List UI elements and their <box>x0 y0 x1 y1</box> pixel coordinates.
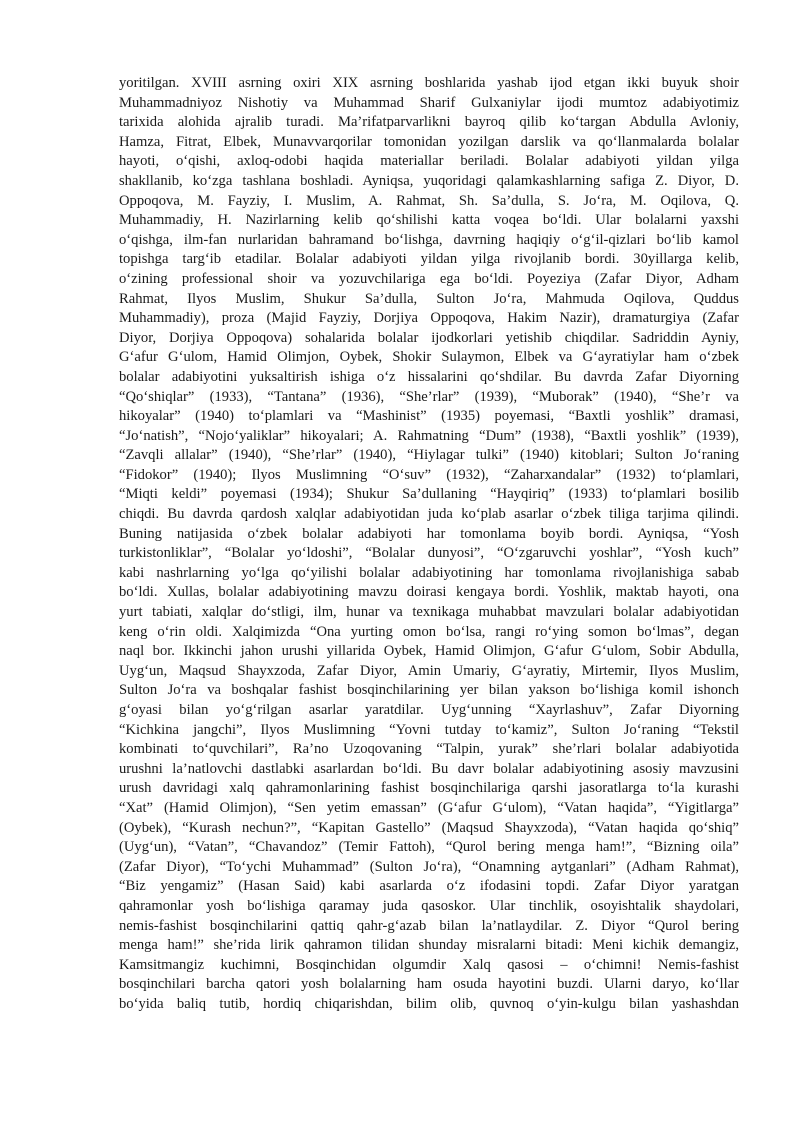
text-line: Diyor, Dorjiya Oppoqova) sohalarida bolalar ijodkorlari yetishib chiqdilar. Sadriddin Ayniy, <box>119 329 739 346</box>
text-line: Hamza, Fitrat, Elbek, Munavvarqorilar tomonidan yozilgan darslik va qo‘llanmalarda bolalar <box>119 133 739 150</box>
text-line: shakllanib, ko‘zga tashlana boshladi. Ayniqsa, yuqoridagi qalamkashlarning safiga Z. Diyor, D. <box>119 172 739 189</box>
text-line: “Xat” (Hamid Olimjon), “Sen yetim emassan” (G‘afur G‘ulom), “Vatan haqida”, “Yigitlarga” <box>119 799 739 816</box>
text-line: yurt tabiati, xalqlar do‘stligi, ilm, hunar va texnikaga muhabbat mavzulari bolalar adabiyotidan <box>119 604 739 621</box>
text-line: o‘qishga, ilm-fan nurlaridan bahramand bo‘lishga, davrning haqiqiy o‘g‘il-qizlari bo‘lib kamol <box>119 231 739 248</box>
text-line: (Oybek), “Kurash nechun?”, “Kapitan Gastello” (Maqsud Shayxzoda), “Vatan haqida qo‘shiq” <box>119 819 739 836</box>
text-line: kabi nashrlarning yo‘lga qo‘yilishi bolalar adabiyotining har tomonlama rivojlanishiga sabab <box>119 564 739 581</box>
text-line: “Kichkina jangchi”, Ilyos Muslimning “Yovni tutday to‘kamiz”, Sulton Jo‘raning “Tekstil <box>119 721 739 738</box>
text-line: keng o‘rin oldi. Xalqimizda “Ona yurting omon bo‘lsa, rangi ro‘ying somon bo‘lmas”, degan <box>119 623 739 640</box>
text-line: “Zavqli allalar” (1940), “She’rlar” (1940), “Hiylagar tulki” (1940) kitoblari; Sulton Jo‘raning <box>119 447 739 464</box>
text-line: Rahmat, Ilyos Muslim, Shukur Sa’dulla, Sulton Jo‘ra, Mahmuda Oqilova, Quddus <box>119 290 739 307</box>
text-line: Muhammadiy), proza (Majid Fayziy, Dorjiya Oppoqova, Hakim Nazir), dramaturgiya (Zafar <box>119 310 739 327</box>
text-line: Oppoqova, M. Fayziy, I. Muslim, A. Rahmat, Sh. Sa’dulla, S. Jo‘ra, M. Oqilova, Q. <box>119 192 739 209</box>
text-line: Muhammadiy, H. Nazirlarning kelib qo‘shilishi katta voqea bo‘ldi. Ular bolalarni yaxshi <box>119 212 739 229</box>
text-line: topishga targ‘ib etadilar. Bolalar adabiyoti yildan yilga rivojlanib bordi. 30yillarga kelib, <box>119 251 739 268</box>
text-line: o‘zining professional shoir va yozuvchilariga ega bo‘ldi. Poyeziya (Zafar Diyor, Adham <box>119 270 739 287</box>
text-line: hayoti, o‘qishi, axloq-odobi haqida materiallar beriladi. Bolalar adabiyoti yildan yilga <box>119 153 739 170</box>
text-line: Sulton Jo‘ra va boshqalar fashist bosqinchilarining yer bilan yakson bo‘lishiga komil ishonch <box>119 682 739 699</box>
text-line: Muhammadniyoz Nishotiy va Muhammad Sharif Gulxaniylar ijodi mumtoz adabiyotimiz <box>119 94 739 111</box>
text-line: g‘oyasi bilan yo‘g‘rilgan asarlar yaratdilar. Uyg‘unning “Xayrlashuv”, Zafar Diyorning <box>119 702 739 718</box>
text-line: G‘afur G‘ulom, Hamid Olimjon, Oybek, Shokir Sulaymon, Elbek va G‘ayratiylar ham o‘zbek <box>119 349 739 366</box>
text-line: hikoyalar” (1940) to‘plamlari va “Mashinist” (1935) poyemasi, “Baxtli yoshlik” dramasi, <box>119 408 739 425</box>
text-line: “Biz yengamiz” (Hasan Said) kabi asarlarda o‘z ifodasini topdi. Zafar Diyor yaratgan <box>119 878 739 895</box>
text-line: bo‘ldi. Xullas, bolalar adabiyotining mavzu doirasi kengaya bordi. Yoshlik, maktab hayoti, ona <box>119 584 739 601</box>
text-line: “Miqti keldi” poyemasi (1934); Shukur Sa’dullaning “Hayqiriq” (1933) to‘plamlari bosilib <box>119 486 739 503</box>
text-line: “Jo‘natish”, “Nojo‘yaliklar” hikoyalari; A. Rahmatning “Dum” (1938), “Baxtli yoshlik” (1939), <box>119 427 739 444</box>
text-line: Uyg‘un, Maqsud Shayxzoda, Zafar Diyor, Amin Umariy, G‘ayratiy, Mirtemir, Ilyos Muslim, <box>119 662 739 679</box>
text-line: bo‘yida baliq tutib, hordiq chiqarishdan, bilim olib, quvnoq o‘yin-kulgu bilan yashashdan <box>119 995 739 1012</box>
text-line: “Qo‘shiqlar” (1933), “Tantana” (1936), “She’rlar” (1939), “Muborak” (1940), “She’r va <box>119 388 739 405</box>
text-line: bosqinchilari barcha qatori yosh bolalarning ham osuda hayotini buzdi. Ularni daryo, ko‘llar <box>119 976 739 993</box>
text-line: (Zafar Diyor), “To‘ychi Muhammad” (Sulton Jo‘ra), “Onamning aytganlari” (Adham Rahmat), <box>119 858 739 875</box>
text-line: tarixida alohida ajralib turadi. Ma’rifatparvarlikni bayroq qilib ko‘targan Abdulla Avloniy, <box>119 114 739 131</box>
text-line: turkistonliklar”, “Bolalar yo‘ldoshi”, “Bolalar dunyosi”, “O‘zgaruvchi yoshlar”, “Yosh kuch” <box>119 545 739 562</box>
text-line: kombinati to‘quvchilari”, Ra’no Uzoqovaning “Talpin, yurak” she’rlari bolalar adabiyotida <box>119 741 739 758</box>
text-line: qahramonlar yosh bo‘lishiga qaramay juda qasoskor. Ular tinchlik, osoyishtalik shaydolari, <box>119 897 739 914</box>
text-line: “Fidokor” (1940); Ilyos Muslimning “O‘suv” (1932), “Zaharxandalar” (1932) to‘plamlari, <box>119 466 739 483</box>
text-line: urushni la’natlovchi dastlabki asarlardan bo‘ldi. Bu davr bolalar adabiyotining asosiy mavzusini <box>119 760 739 777</box>
text-line: (Uyg‘un), “Vatan”, “Chavandoz” (Temir Fattoh), “Qurol bering menga ham!”, “Bizning oila” <box>119 839 739 856</box>
text-line: Kamsitmangiz kuchimni, Bosqinchidan olgumdir Xalq qasosi – o‘chimni! Nemis-fashist <box>119 956 739 973</box>
text-line: menga ham!” she’rida lirik qahramon tilidan shunday misralarni bitadi: Meni kichik demangiz, <box>119 937 739 954</box>
text-line: urush davridagi xalq qahramonlarining fashist bosqinchilariga qarshi jasoratlarga to‘la kurashi <box>119 780 739 797</box>
text-line: Buning natijasida o‘zbek bolalar adabiyoti har tomonlama boyib bordi. Ayniqsa, “Yosh <box>119 525 739 542</box>
document-page <box>119 74 739 1015</box>
text-line: yoritilgan. XVIII asrning oxiri XIX asrning boshlarida yashab ijod etgan ikki buyuk shoir <box>119 75 739 91</box>
text-line: naql bor. Ikkinchi jahon urushi yillarida Oybek, Hamid Olimjon, G‘afur G‘ulom, Sobir Abdulla, <box>119 643 739 660</box>
text-line: nemis-fashist bosqinchilarini qattiq qahr-g‘azab bilan la’natlaydilar. Z. Diyor “Qurol bering <box>119 917 739 934</box>
text-line: bolalar adabiyotini yuksaltirish ishiga o‘z hissalarini qo‘shdilar. Bu davrda Zafar Diyorning <box>119 368 739 385</box>
text-line: chiqdi. Bu davrda qardosh xalqlar adabiyotidan juda ko‘plab asarlar o‘zbek tiliga tarjima qilindi. <box>119 506 739 523</box>
